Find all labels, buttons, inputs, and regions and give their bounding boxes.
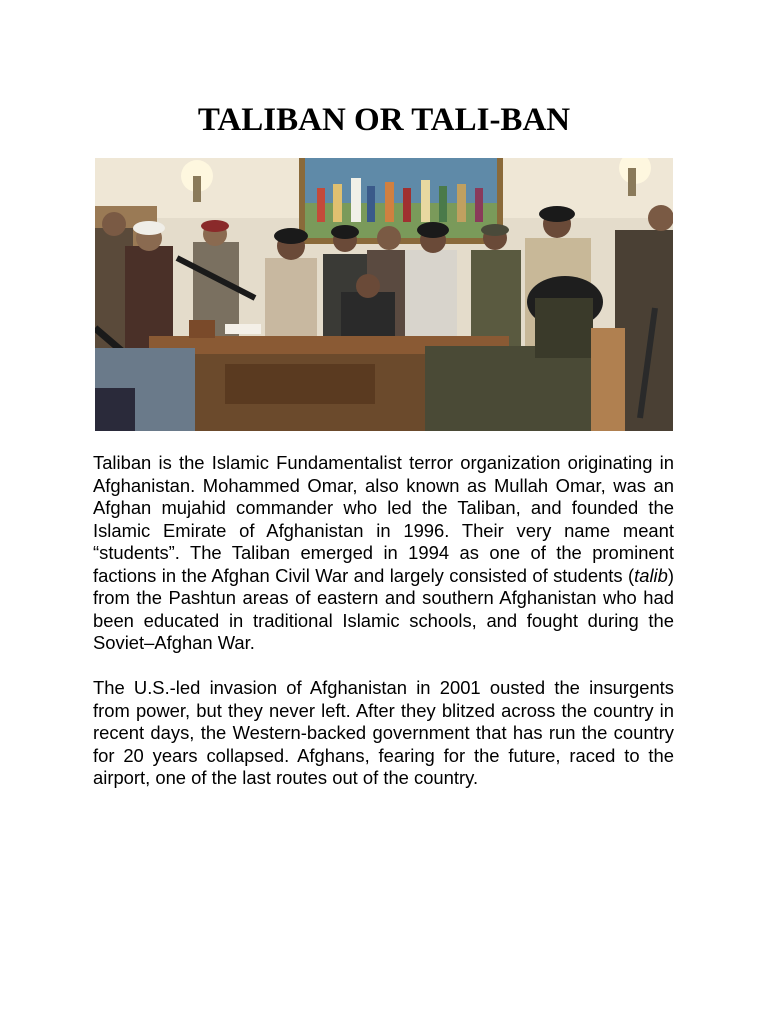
paragraph-1-text-b: ) from the Pashtun areas of eastern and southern Afghanistan who had been educated in traditional Islamic schools, and fought during the Soviet–Afghan War. <box>93 564 674 653</box>
paragraph-1-text-a: Taliban is the Islamic Fundamentalist terror organization originating in Afghanistan. Mohammed Omar, also known as Mullah Omar, was an Afghan mujahid commander who led the Taliban, and founded the Islamic Emirate of Afghanistan in 1996. Their very name meant “students”. The Taliban emerged in 1994 as one of the prominent factions in the Afghan Civil War and largely consisted of students ( <box>93 452 674 586</box>
seated-man-left-vest <box>95 388 135 431</box>
lamp-right <box>628 168 636 196</box>
document-title: TALIBAN OR TALI-BAN <box>197 102 571 138</box>
seated-man-right-shoulder <box>535 298 593 358</box>
photo-illustration <box>95 158 673 431</box>
desk-panel <box>225 364 375 404</box>
chair-right <box>591 328 625 431</box>
paragraph-1-italic-term: talib <box>634 564 668 586</box>
article-body <box>93 452 674 812</box>
desk-papers <box>225 324 261 334</box>
photo-taliban-office <box>95 158 673 431</box>
paragraph-1 <box>93 452 674 655</box>
lamp-left <box>193 176 201 202</box>
seated-man-center <box>341 292 395 342</box>
seated-man-center-head <box>356 274 380 298</box>
desk-box <box>189 320 215 338</box>
paragraph-2: The U.S.-led invasion of Afghanistan in 2001 ousted the insurgents from power, but they never left. After they blitzed across the country in recent days, the Western-backed government that has run the country for 20 years collapsed. Afghans, fearing for the future, raced to the airport, one of the last routes out of the country. <box>93 677 674 788</box>
seated-man-right <box>425 346 595 431</box>
